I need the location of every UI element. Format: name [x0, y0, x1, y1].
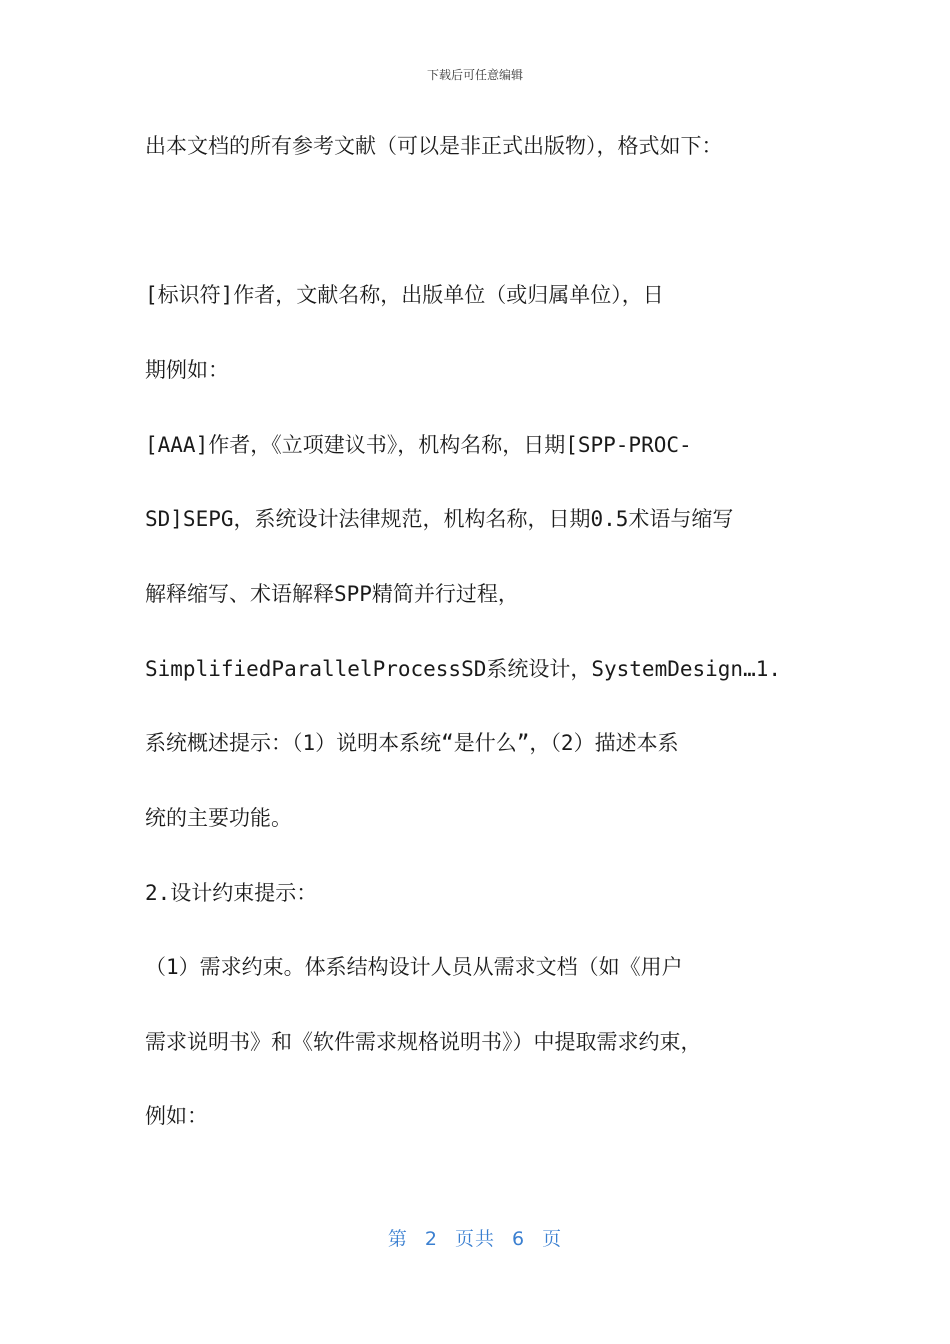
- body-line-10: 2.设计约束提示：: [145, 881, 318, 905]
- body-line-1: 出本文档的所有参考文献（可以是非正式出版物），格式如下：: [145, 134, 723, 158]
- body-line-4: [AAA]作者，《立项建议书》，机构名称，日期[SPP-PROC-: [145, 433, 692, 457]
- body-line-8: 系统概述提示：（1）说明本系统“是什么”，（2）描述本系: [145, 731, 679, 755]
- body-line-7: SimplifiedParallelProcessSD系统设计，SystemDesign…1.: [145, 657, 782, 681]
- body-line-2: [标识符]作者，文献名称，出版单位（或归属单位），日: [145, 283, 664, 307]
- body-line-12: 需求说明书》和《软件需求规格说明书》）中提取需求约束，: [145, 1030, 702, 1054]
- body-line-5: SD]SEPG，系统设计法律规范，机构名称，日期0.5术语与缩写: [145, 507, 734, 531]
- page-footer: 第 2 页共 6 页: [387, 1228, 563, 1250]
- body-line-11: （1）需求约束。体系结构设计人员从需求文档（如《用户: [145, 955, 683, 979]
- page-header: 下载后可任意编辑: [426, 68, 523, 82]
- body-line-9: 统的主要功能。: [145, 806, 292, 830]
- body-line-6: 解释缩写、术语解释SPP精简并行过程，: [145, 582, 519, 606]
- body-line-3: 期例如：: [145, 358, 229, 382]
- body-line-13: 例如：: [145, 1104, 208, 1128]
